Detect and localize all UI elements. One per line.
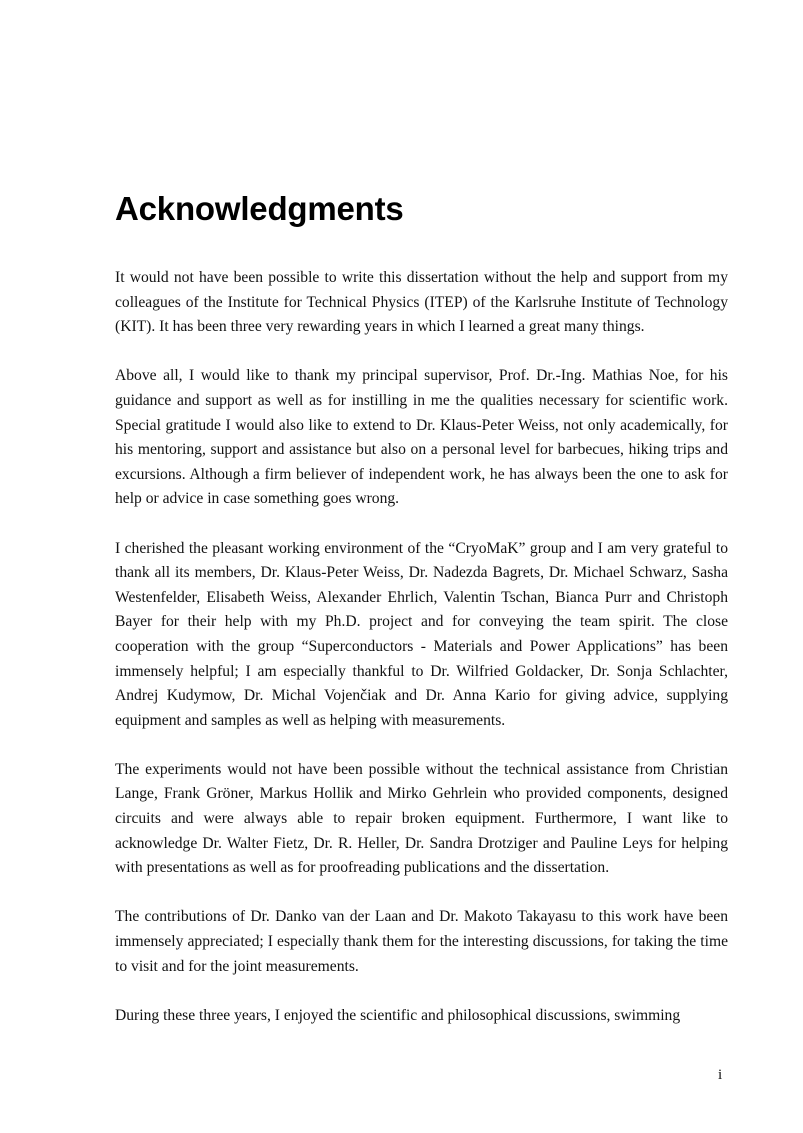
- body-text: [115, 266, 728, 1053]
- paragraph: I cherished the pleasant working environment of the “CryoMaK” group and I am very grateful to thank all its members, Dr. Klaus-Peter Weiss, Dr. Nadezda Bagrets, Dr. Michael Schwarz, Sasha Westenfelder, Elisabeth Weiss, Alexander Ehrlich, Valentin Tschan, Bianca Purr and Christoph Bayer for their help with my Ph.D. project and for conveying the team spirit. The close cooperation with the group “Superconductors - Materials and Power Applications” has been immensely helpful; I am especially thankful to Dr. Wilfried Goldacker, Dr. Sonja Schlachter, Andrej Kudymow, Dr. Michal Vojenčiak and Dr. Anna Kario for giving advice, supplying equipment and samples as well as helping with measurements.: [115, 539, 728, 729]
- page-title: Acknowledgments: [115, 190, 404, 227]
- paragraph: Above all, I would like to thank my principal supervisor, Prof. Dr.-Ing. Mathias Noe, for his guidance and support as well as for instilling in me the qualities necessary for scientific work. Special gratitude I would also like to extend to Dr. Klaus-Peter Weiss, not only academically, for his mentoring, support and assistance but also on a personal level for barbecues, hiking trips and excursions. Although a firm believer of independent work, he has always been the one to ask for help or advice in case something goes wrong.: [115, 367, 728, 508]
- paragraph: The contributions of Dr. Danko van der Laan and Dr. Makoto Takayasu to this work have been immensely appreciated; I especially thank them for the interesting discussions, for taking the time to visit and for the joint measurements.: [115, 908, 728, 975]
- paragraph: The experiments would not have been possible without the technical assistance from Christian Lange, Frank Gröner, Markus Hollik and Mirko Gehrlein who provided components, designed circuits and were always able to repair broken equipment. Furthermore, I want like to acknowledge Dr. Walter Fietz, Dr. R. Heller, Dr. Sandra Drotziger and Pauline Leys for helping with presentations as well as for proofreading publications and the dissertation.: [115, 760, 728, 877]
- page-number: i: [718, 1067, 723, 1083]
- paragraph: It would not have been possible to write this dissertation without the help and support from my colleagues of the Institute for Technical Physics (ITEP) of the Karlsruhe Institute of Technology (KIT). It has been three very rewarding years in which I learned a great many things.: [115, 269, 728, 336]
- paragraph: During these three years, I enjoyed the scientific and philosophical discussions, swimming: [115, 1006, 681, 1024]
